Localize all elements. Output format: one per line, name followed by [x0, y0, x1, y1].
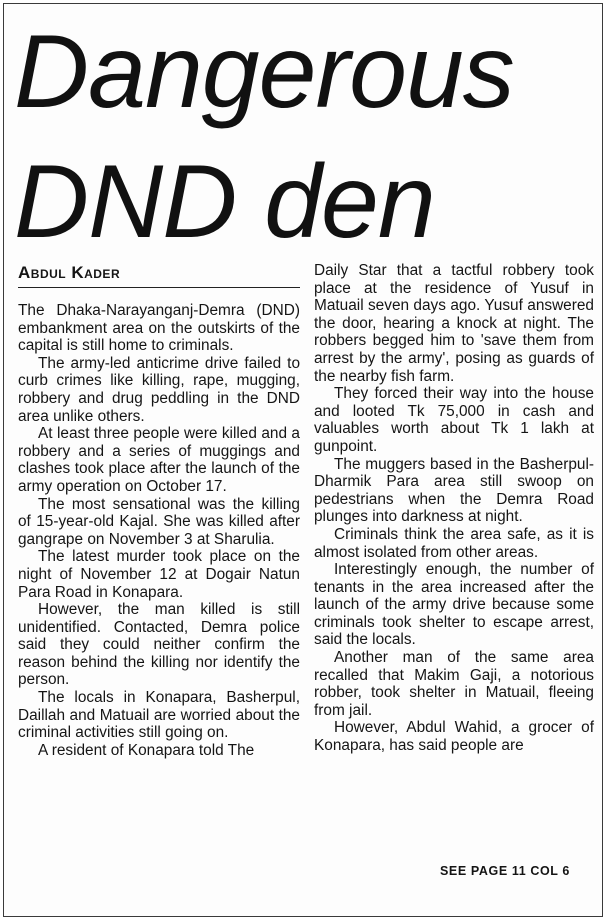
paragraph: Interestingly enough, the number of tenants in the area increased after the launch of the army drive because some criminals took shelter to escape arrest, said the locals. [314, 561, 594, 649]
paragraph: A resident of Konapara told The [38, 741, 255, 759]
paragraph: The most sensational was the killing of 15-year-old Kajal. She was killed after gangrape on November 3 at Sharulia. [18, 495, 300, 548]
paragraph: Criminals think the area safe, as it is almost isolated from other areas. [314, 525, 594, 561]
paragraph: Daily Star that a tactful robbery took place at the residence of Yusuf in Matuail seven days ago. Yusuf answered the door, hearing a knock at night. The robbers begged him to 'save them from arrest by the army', posing as guards of the nearby fish farm. [314, 262, 594, 385]
paragraph: However, Abdul Wahid, a grocer of Konapara, has said people are [314, 719, 594, 755]
paragraph: The Dhaka-Narayanganj-Demra (DND) embankment area on the outskirts of the capital is still home to criminals. [18, 302, 300, 355]
paragraph: They forced their way into the house and looted Tk 75,000 in cash and valuables worth about Tk 1 lakh at gunpoint. [314, 385, 594, 455]
byline: Abdul Kader [18, 262, 300, 288]
headline-line-1: Dangerous [14, 14, 514, 130]
headline-line-2: DND den [14, 144, 435, 260]
paragraph: The locals in Konapara, Basherpul, Daillah and Matuail are worried about the criminal activities still going on. [18, 689, 300, 742]
continuation-link[interactable]: SEE PAGE 11 COL 6 [440, 864, 570, 878]
paragraph: The latest murder took place on the night of November 12 at Dogair Natun Para Road in Konapara. [18, 548, 300, 601]
article-column-left [18, 262, 300, 759]
paragraph: The army-led anticrime drive failed to curb crimes like killing, rape, mugging, robbery and drug peddling in the DND area unlike others. [18, 354, 300, 425]
paragraph: At least three people were killed and a robbery and a series of muggings and clashes took place after the launch of the army operation on October 17. [18, 425, 300, 495]
paragraph: The muggers based in the Basherpul-Dharmik Para area still swoop on pedestrians when the Demra Road plunges into darkness at night. [314, 455, 594, 526]
article-column-right [314, 262, 594, 755]
paragraph: However, the man killed is still unidentified. Contacted, Demra police said they could neither confirm the reason behind the killing nor identify the person. [18, 601, 300, 689]
paragraph: Another man of the same area recalled that Makim Gaji, a notorious robber, took shelter in Matuail, fleeing from jail. [314, 649, 594, 719]
